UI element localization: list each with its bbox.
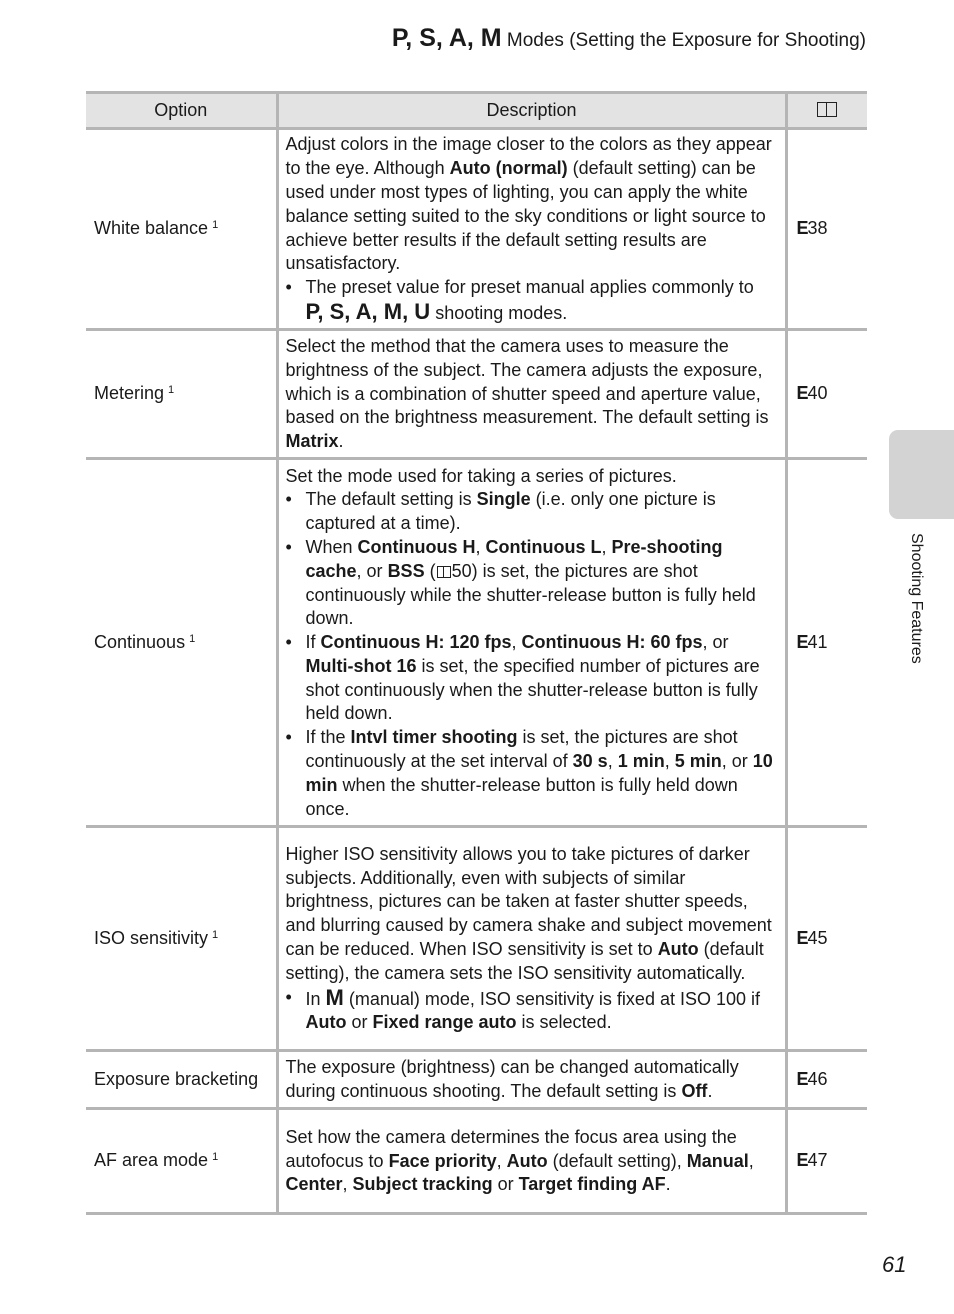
reference-cell: [786, 330, 867, 459]
footnote-mark: 1: [212, 219, 219, 232]
reference-page: 40: [807, 383, 828, 404]
table-row: [86, 1051, 867, 1109]
footnote-mark: 1: [168, 384, 175, 397]
header-title: Modes (Setting the Exposure for Shooting): [506, 30, 866, 51]
description-cell: [277, 129, 786, 330]
reference-cell: [786, 1051, 867, 1109]
option-label: Continuous: [94, 631, 186, 652]
description-text: The exposure (brightness) can be changed automatically during continuous shooting. The default setting is Off.: [285, 1057, 739, 1101]
reference-page: 46: [807, 1068, 828, 1089]
book-reference-icon: [436, 565, 452, 578]
reference-cell: [786, 129, 867, 330]
bullet-item: • The preset value for preset manual applies commonly to P, S, A, M, U shooting modes.: [285, 277, 754, 324]
description-cell: [277, 330, 786, 459]
description-cell: [277, 459, 786, 827]
option-label: ISO sensitivity: [94, 927, 209, 948]
table-row: [86, 129, 867, 330]
option-cell: [86, 459, 277, 827]
reference-section-icon: E: [796, 383, 808, 404]
option-label: White balance: [94, 218, 209, 239]
description-cell: [277, 827, 786, 1051]
option-label: Metering: [94, 383, 165, 404]
reference-page: 47: [807, 1150, 828, 1171]
footnote-mark: 1: [212, 1151, 219, 1164]
option-cell: [86, 827, 277, 1051]
col-header-description: Description: [277, 93, 786, 129]
description-text: Set the mode used for taking a series of pictures.: [285, 465, 677, 486]
reference-page: 41: [807, 631, 828, 652]
footnote-mark: 1: [212, 928, 219, 941]
description-text: Higher ISO sensitivity allows you to take pictures of darker subjects. Additionally, even with subjects of similar brightness, pictures can be taken at faster shutter speeds, and blurring caused by camera shake and subject movement can be reduced. When ISO sensitivity is set to Auto (default setting), the camera sets the ISO sensitivity automatically.: [285, 843, 772, 983]
reference-section-icon: E: [796, 218, 808, 239]
reference-section-icon: E: [796, 1068, 808, 1089]
options-table: [86, 91, 867, 1215]
table-row: [86, 330, 867, 459]
table-header-row: [86, 93, 867, 129]
mode-icons: P, S, A, M: [391, 24, 502, 52]
option-cell: [86, 1051, 277, 1109]
table-row: [86, 827, 867, 1051]
mode-icons: M: [325, 984, 344, 1010]
reference-section-icon: E: [796, 631, 808, 652]
bullet-item: • In M (manual) mode, ISO sensitivity is fixed at ISO 100 if Auto or Fixed range auto is selected.: [285, 984, 761, 1033]
page-number: 61: [882, 1252, 907, 1277]
reference-page: 38: [807, 218, 828, 239]
description-text: Select the method that the camera uses to measure the brightness of the subject. The camera adjusts the exposure, which is a combination of shutter speed and aperture value, based on the brightness measurement. The default setting is Matrix.: [285, 336, 769, 452]
option-cell: [86, 330, 277, 459]
mode-icons: P, S, A, M, U: [305, 298, 431, 324]
book-reference-icon: [815, 101, 839, 118]
col-header-reference: [786, 93, 867, 129]
description-cell: [277, 1051, 786, 1109]
bullet-item: • If Continuous H: 120 fps, Continuous H: 60 fps, or Multi-shot 16 is set, the specified number of pictures are shot continuously when the shutter-release button is fully held down.: [285, 632, 760, 724]
description-text: Set how the camera determines the focus area using the autofocus to Face priority, Auto (default setting), Manual, Center, Subject tracking or Target finding AF.: [285, 1126, 754, 1195]
bullet-item: • When Continuous H, Continuous L, Pre-shooting cache, or BSS ( 50) is set, the pictures are shot continuously while the shutter-release button is fully held down.: [285, 536, 756, 629]
bullet-item: • The default setting is Single (i.e. only one picture is captured at a time).: [285, 489, 716, 534]
footnote-mark: 1: [189, 632, 196, 645]
reference-section-icon: E: [796, 927, 808, 948]
reference-page: 45: [807, 927, 828, 948]
section-tab-label: Shooting Features: [908, 533, 925, 664]
table-row: [86, 1109, 867, 1214]
description-text: Adjust colors in the image closer to the colors as they appear to the eye. Although Auto (normal) (default setting) can be used under most types of lighting, you can apply the white balance setting suited to the sky conditions or light source to achieve better results if the default setting results are unsatisfactory.: [285, 134, 772, 274]
reference-cell: [786, 459, 867, 827]
reference-cell: [786, 1109, 867, 1214]
page-header: [392, 24, 866, 53]
option-label: Exposure bracketing: [94, 1068, 259, 1089]
description-cell: [277, 1109, 786, 1214]
option-cell: [86, 1109, 277, 1214]
reference-section-icon: E: [796, 1150, 808, 1171]
bullet-item: • If the Intvl timer shooting is set, the pictures are shot continuously at the set interval of 30 s, 1 min, 5 min, or 10 min when the shutter-release button is fully held down once.: [285, 727, 773, 819]
section-tab: [889, 430, 954, 519]
option-cell: [86, 129, 277, 330]
table-row: [86, 459, 867, 827]
col-header-option: Option: [86, 93, 277, 129]
option-label: AF area mode: [94, 1150, 209, 1171]
reference-cell: [786, 827, 867, 1051]
